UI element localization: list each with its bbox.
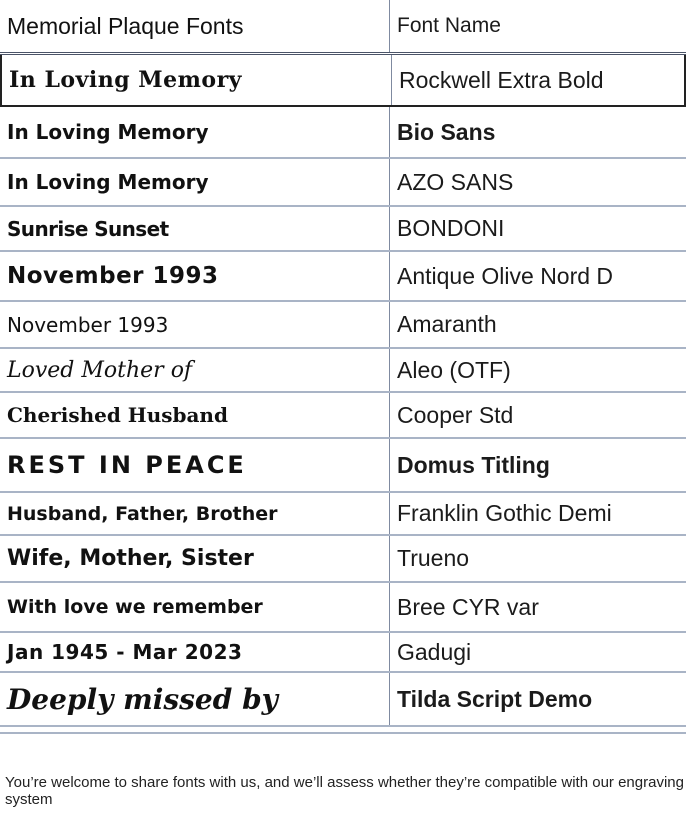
sample-text: Deeply missed by <box>0 673 390 725</box>
table-row <box>0 493 686 536</box>
footer-note: You’re welcome to share fonts with us, and we’ll assess whether they’re compatible with our engraving system <box>5 774 684 808</box>
table-divider <box>0 732 686 734</box>
font-name: Antique Olive Nord D <box>397 262 614 289</box>
sample-text: In Loving Memory <box>0 107 390 157</box>
sample-text: Husband, Father, Brother <box>0 493 390 534</box>
table-row <box>0 349 686 393</box>
table-row <box>0 207 686 252</box>
sample-text: Jan 1945 - Mar 2023 <box>0 633 390 671</box>
sample-text: Cherished Husband <box>0 393 390 437</box>
font-name: Amaranth <box>397 311 497 337</box>
font-name: Franklin Gothic Demi <box>397 500 612 526</box>
font-name: AZO SANS <box>397 168 514 195</box>
sample-text: Sunrise Sunset <box>0 207 390 250</box>
sample-text: In Loving Memory <box>0 159 390 205</box>
table-row <box>0 536 686 583</box>
table-row <box>0 393 686 439</box>
font-name: Bio Sans <box>397 118 496 145</box>
font-name: Bree CYR var <box>397 593 539 620</box>
sample-text: November 1993 <box>0 252 390 300</box>
sample-text: Loved Mother of <box>0 349 390 391</box>
font-name: Gadugi <box>397 638 472 665</box>
table-row <box>0 252 686 302</box>
table-row <box>0 439 686 493</box>
font-name: BONDONI <box>397 215 505 241</box>
font-name: Domus Titling <box>397 451 550 478</box>
font-name: Cooper Std <box>397 401 514 428</box>
sample-text: Wife, Mother, Sister <box>0 536 390 581</box>
table-row <box>0 55 686 107</box>
sample-text: With love we remember <box>0 583 390 631</box>
font-name: Trueno <box>397 545 470 571</box>
table-row <box>0 107 686 159</box>
table-row <box>0 633 686 673</box>
sample-text: In Loving Memory <box>2 55 392 105</box>
sample-text: November 1993 <box>0 302 390 347</box>
sample-text: REST IN PEACE <box>0 439 390 491</box>
table-row <box>0 673 686 727</box>
font-name: Tilda Script Demo <box>397 685 593 712</box>
font-name: Aleo (OTF) <box>397 356 511 383</box>
table-row <box>0 302 686 349</box>
font-name: Rockwell Extra Bold <box>399 66 604 93</box>
header-font-name-cell: Font Name <box>397 14 501 37</box>
table-row <box>0 583 686 633</box>
header-sample-cell: Memorial Plaque Fonts <box>0 0 390 52</box>
table-header-row <box>0 0 686 55</box>
table-row <box>0 159 686 207</box>
